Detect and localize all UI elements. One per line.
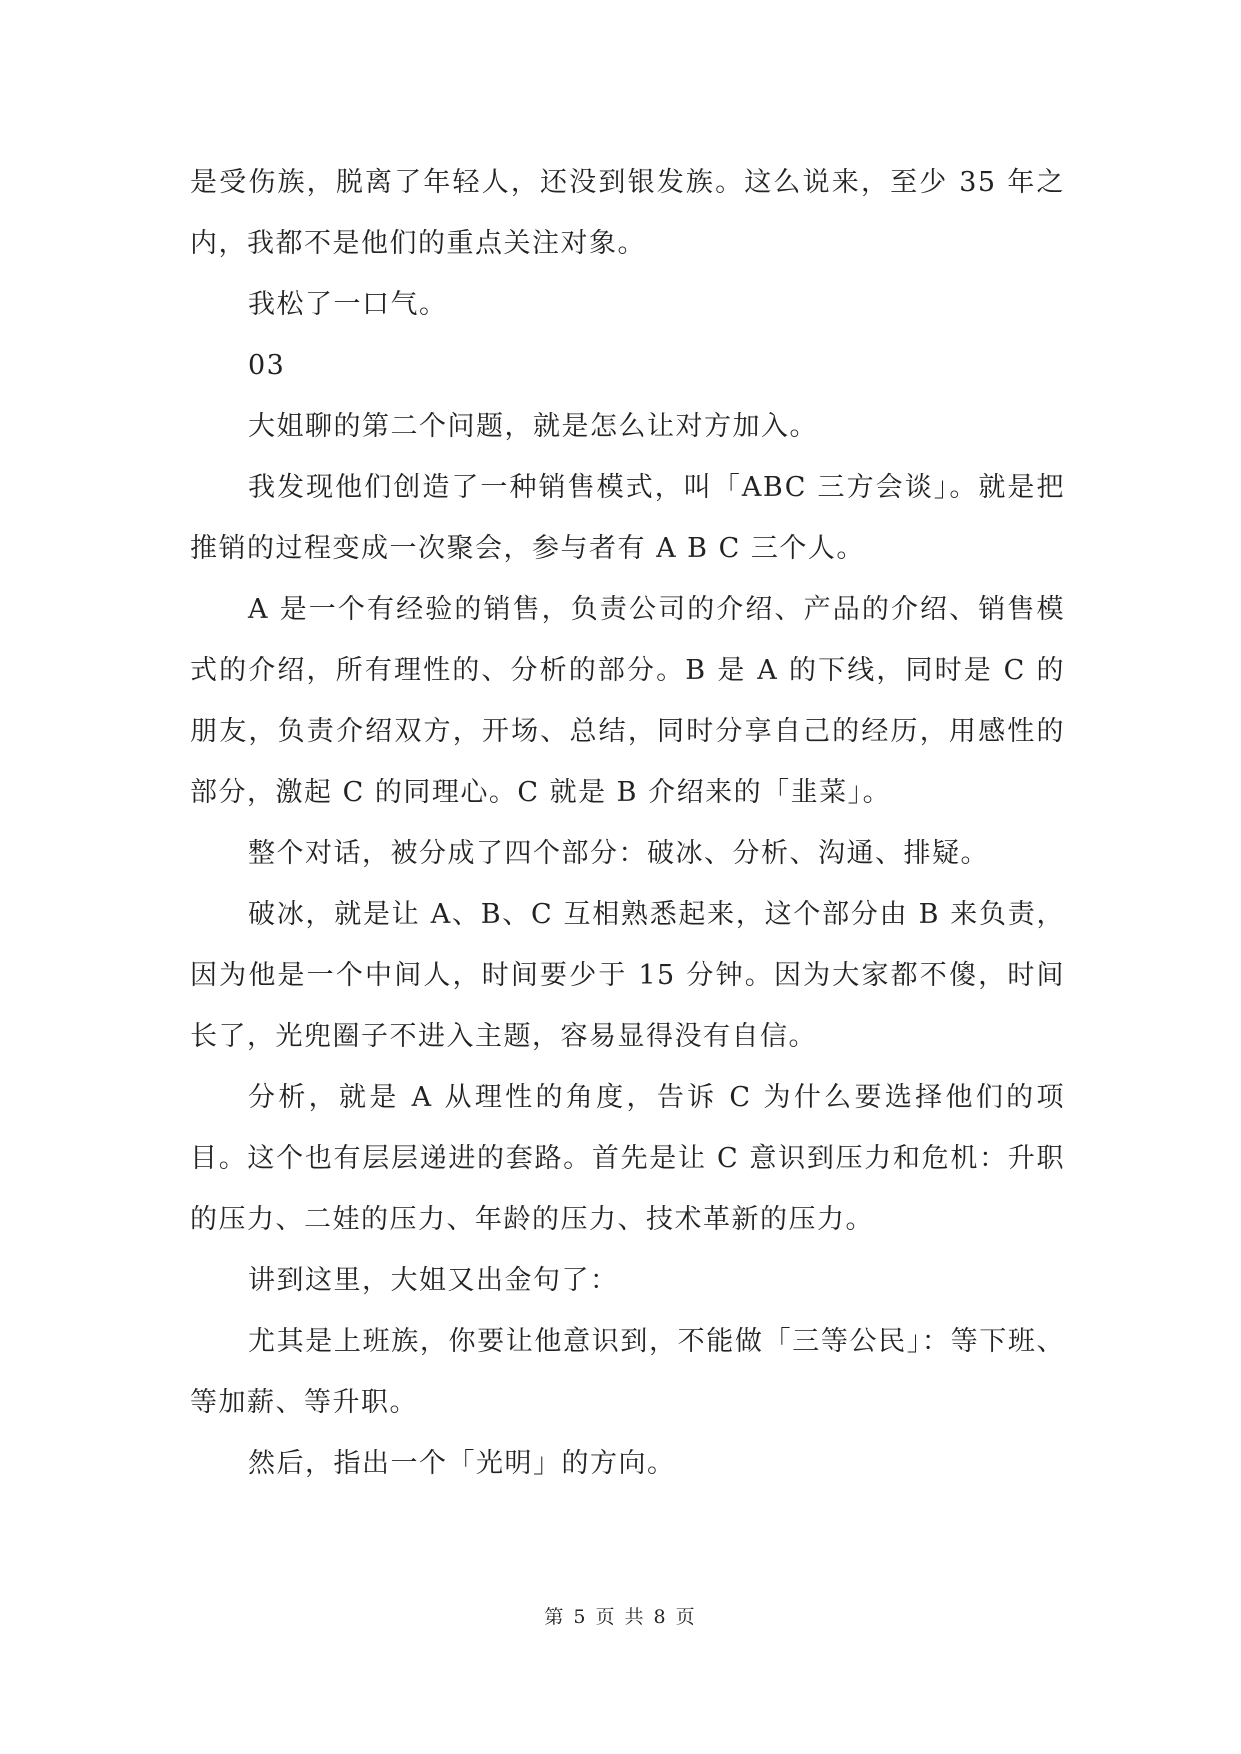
paragraph: 然后，指出一个「光明」的方向。 <box>248 1448 676 1479</box>
paragraph: 我发现他们创造了一种销售模式，叫「ABC 三方会谈」。就是把推销的过程变成一次聚会，参与者有 A B C 三个人。 <box>190 472 1065 564</box>
page-footer: 第 5 页 共 8 页 <box>544 1606 697 1628</box>
paragraph: 尤其是上班族，你要让他意识到，不能做「三等公民」：等下班、等加薪、等升职。 <box>190 1326 1065 1418</box>
paragraph: 分析，就是 A 从理性的角度，告诉 C 为什么要选择他们的项目。这个也有层层递进的套路。首先是让 C 意识到压力和危机：升职的压力、二娃的压力、年龄的压力、技术革新的压力。 <box>190 1082 1065 1235</box>
paragraph: 大姐聊的第二个问题，就是怎么让对方加入。 <box>248 411 818 442</box>
section-number: 03 <box>248 350 286 381</box>
paragraph: 整个对话，被分成了四个部分：破冰、分析、沟通、排疑。 <box>248 838 989 869</box>
document-body <box>190 152 1065 1494</box>
paragraph: 破冰，就是让 A、B、C 互相熟悉起来，这个部分由 B 来负责，因为他是一个中间人，时间要少于 15 分钟。因为大家都不傻，时间长了，光兜圈子不进入主题，容易显得没有自信。 <box>190 899 1065 1052</box>
paragraph: 是受伤族，脱离了年轻人，还没到银发族。这么说来，至少 35 年之内，我都不是他们的重点关注对象。 <box>190 167 1065 259</box>
paragraph: 我松了一口气。 <box>248 289 448 320</box>
paragraph: A 是一个有经验的销售，负责公司的介绍、产品的介绍、销售模式的介绍，所有理性的、分析的部分。B 是 A 的下线，同时是 C 的朋友，负责介绍双方，开场、总结，同时分享自己的经历，用感性的部分，激起 C 的同理心。C 就是 B 介绍来的「韭菜」。 <box>190 594 1065 808</box>
paragraph: 讲到这里，大姐又出金句了： <box>248 1265 619 1296</box>
